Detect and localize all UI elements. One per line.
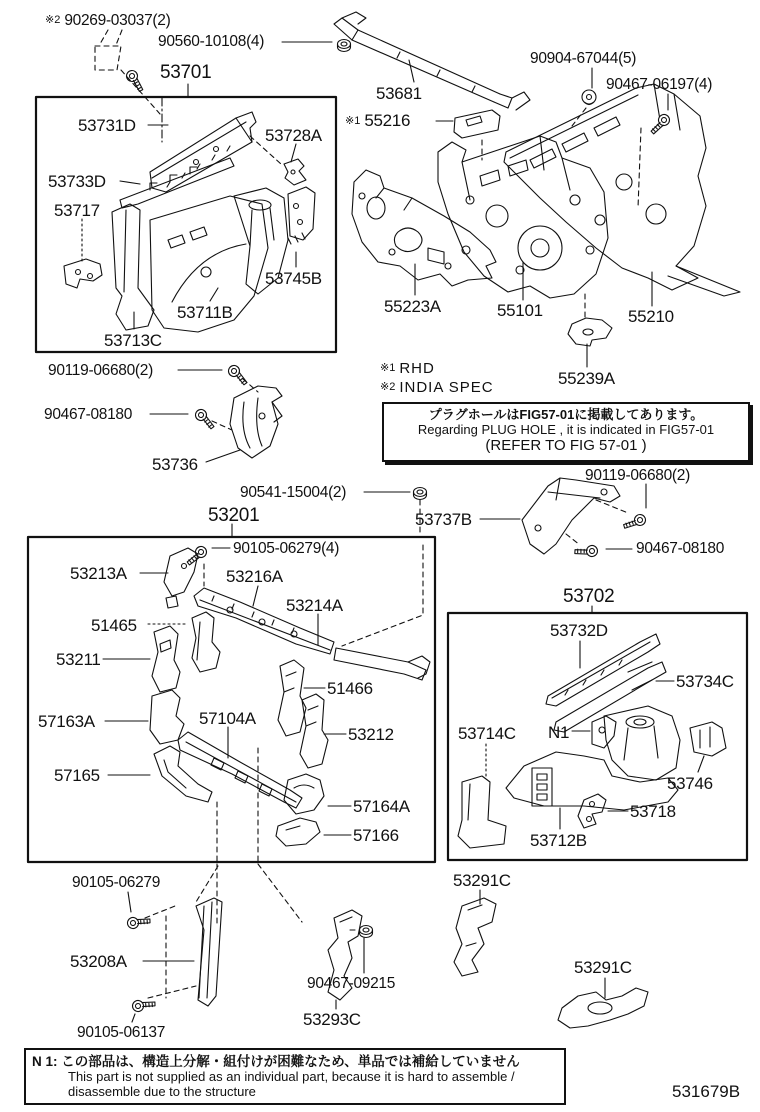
- part-label-53736: 53736: [152, 455, 198, 474]
- part-label-90467-06197: 90467-06197(4): [606, 76, 713, 93]
- part-label-55223A: 55223A: [384, 297, 441, 316]
- part-label-53681: 53681: [376, 84, 422, 103]
- spec-mark: ※2: [380, 381, 396, 393]
- spec-mark: ※2: [45, 14, 61, 26]
- part-label-53711B: 53711B: [177, 303, 233, 322]
- plug-note-japanese: プラグホールはFIG57-01に掲載してあります。: [428, 407, 704, 422]
- part-label-N1: N1: [548, 723, 570, 742]
- part-label-90119-06680-right: 90119-06680(2): [585, 467, 690, 484]
- part-label-53746: 53746: [667, 774, 713, 793]
- part-label-90105-06137: 90105-06137: [77, 1024, 166, 1041]
- part-label-53733D: 53733D: [48, 172, 106, 191]
- part-label-53214A: 53214A: [286, 596, 343, 615]
- part-label-90105-06279: 90105-06279: [72, 874, 161, 891]
- n1-note-box: [24, 1048, 566, 1105]
- part-label-53291C-top: 53291C: [453, 871, 511, 890]
- plug-note-reference: (REFER TO FIG 57-01 ): [485, 437, 647, 454]
- plug-note-english: Regarding PLUG HOLE , it is indicated in FIG57-01: [417, 422, 715, 437]
- part-label-55101: 55101: [497, 301, 543, 320]
- part-label-legend-india: ※2 INDIA SPEC: [380, 379, 494, 396]
- part-label-90467-08180-right: 90467-08180: [636, 540, 725, 557]
- part-label-90467-08180-left: 90467-08180: [44, 406, 133, 423]
- part-label-90467-09215: 90467-09215: [307, 975, 396, 992]
- part-label-90105-06279-4: 90105-06279(4): [233, 540, 340, 557]
- part-label-53291C-bottom: 53291C: [574, 958, 632, 977]
- part-label-51465: 51465: [91, 616, 137, 635]
- n1-note-english-1: This part is not supplied as an individual part, because it is hard to assemble /: [68, 1069, 515, 1084]
- part-label-57163A: 57163A: [38, 712, 95, 731]
- part-label-53732D: 53732D: [550, 621, 608, 640]
- part-label-53211: 53211: [56, 650, 101, 669]
- part-label-53734C: 53734C: [676, 672, 734, 691]
- part-label-55216: ※1 55216: [345, 111, 411, 130]
- part-label-90119-06680-left: 90119-06680(2): [48, 362, 153, 379]
- part-label-53712B: 53712B: [530, 831, 587, 850]
- part-label-53731D: 53731D: [78, 116, 136, 135]
- part-label-53702: 53702: [563, 586, 615, 607]
- part-label-55210: 55210: [628, 307, 674, 326]
- part-label-57164A: 57164A: [353, 797, 410, 816]
- part-label-53713C: 53713C: [104, 331, 162, 350]
- part-label-90541-15004: 90541-15004(2): [240, 484, 347, 501]
- part-label-55239A: 55239A: [558, 369, 615, 388]
- part-label-53293C: 53293C: [303, 1010, 361, 1029]
- part-label-53728A: 53728A: [265, 126, 322, 145]
- figure-code: 531679B: [672, 1082, 741, 1101]
- part-label-legend-rhd: ※1 RHD: [380, 360, 435, 377]
- part-label-53201: 53201: [208, 505, 260, 526]
- spec-mark: ※1: [345, 115, 361, 127]
- part-label-57166: 57166: [353, 826, 399, 845]
- n1-note-english-2: disassemble due to the structure: [68, 1083, 256, 1099]
- part-label-90904-67044: 90904-67044(5): [530, 50, 637, 67]
- part-label-53213A: 53213A: [70, 564, 127, 583]
- n1-note-japanese: N 1: この部品は、構造上分解・組付けが困難なため、単品では補給していません: [32, 1054, 520, 1069]
- part-label-53208A: 53208A: [70, 952, 127, 971]
- part-label-53717: 53717: [54, 201, 100, 220]
- spec-mark: ※1: [380, 362, 396, 374]
- part-label-90269-03037: ※2 90269-03037(2): [45, 12, 171, 29]
- part-label-57104A: 57104A: [199, 709, 256, 728]
- part-label-53714C: 53714C: [458, 724, 516, 743]
- part-label-51466: 51466: [327, 679, 373, 698]
- plug-hole-note-box: [382, 402, 750, 462]
- part-label-57165: 57165: [54, 766, 100, 785]
- part-label-53718: 53718: [630, 802, 676, 821]
- part-label-90560-10108: 90560-10108(4): [158, 33, 265, 50]
- part-label-53701: 53701: [160, 62, 212, 83]
- part-label-53745B: 53745B: [265, 269, 322, 288]
- part-label-53216A: 53216A: [226, 567, 283, 586]
- part-label-53212: 53212: [348, 725, 394, 744]
- part-label-53737B: 53737B: [415, 510, 472, 529]
